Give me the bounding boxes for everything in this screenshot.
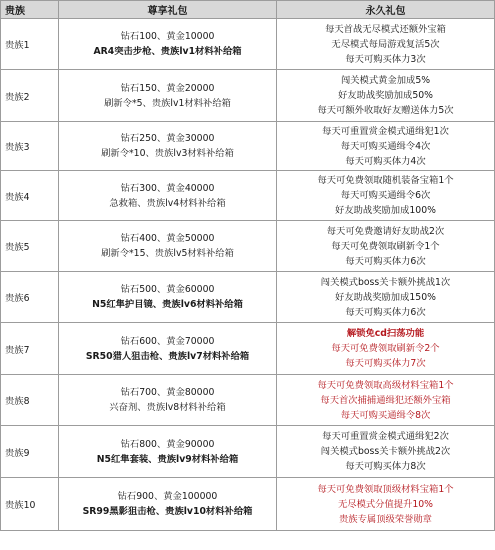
- permanent-gift-line: 每天可购买通缉令6次: [340, 190, 431, 201]
- exclusive-gift-line: 钻石500、黄金60000: [120, 284, 215, 295]
- exclusive-gift-line: N5红隼护目镜、贵族lv6材料补给箱: [92, 299, 243, 310]
- permanent-gift-line: 每天可购买体力3次: [345, 53, 426, 65]
- exclusive-gift-cell: [59, 19, 277, 70]
- tier-name-cell: 贵族10: [1, 478, 59, 531]
- exclusive-gift-line: 钻石700、黄金80000: [120, 387, 215, 398]
- table-row: [1, 426, 495, 478]
- exclusive-gift-cell: [59, 70, 277, 122]
- header-tier: 贵族: [1, 1, 59, 19]
- permanent-gift-line: 每天可重置赏金模式通缉犯2次: [322, 431, 449, 442]
- exclusive-gift-line: 钻石100、黄金10000: [120, 31, 215, 42]
- exclusive-gift-line: 刷新令*10、贵族lv3材料补给箱: [101, 148, 234, 159]
- permanent-gift-cell: [277, 375, 495, 426]
- permanent-gift-line: 每天可免费领取随机装备宝箱1个: [317, 175, 454, 186]
- header-permanent-gift: 永久礼包: [277, 1, 495, 19]
- table-row: [1, 171, 495, 221]
- permanent-gift-line: 每天可免费邀请好友助战2次: [326, 225, 445, 237]
- permanent-gift-line: 每天可购买通缉令8次: [340, 409, 431, 421]
- permanent-gift-line: 每天可免费领取高级材料宝箱1个: [317, 379, 454, 391]
- permanent-gift-cell: [277, 323, 495, 375]
- permanent-gift-cell: [277, 272, 495, 323]
- exclusive-gift-cell: [59, 323, 277, 375]
- tier-name-cell: 贵族5: [1, 221, 59, 272]
- permanent-gift-line: 每天可免费领取顶级材料宝箱1个: [317, 483, 454, 495]
- permanent-gift-line: 每天可购买体力8次: [345, 461, 426, 472]
- permanent-gift-line: 无尽模式分值提升10%: [337, 498, 434, 510]
- exclusive-gift-line: 刷新令*15、贵族lv5材料补给箱: [101, 248, 234, 259]
- table-row: [1, 19, 495, 70]
- exclusive-gift-line: AR4突击步枪、贵族lv1材料补给箱: [93, 46, 242, 57]
- permanent-gift-cell: [277, 478, 495, 531]
- table-row: [1, 221, 495, 272]
- permanent-gift-line: 解锁免cd扫荡功能: [346, 328, 425, 339]
- exclusive-gift-line: 钻石600、黄金70000: [120, 335, 215, 347]
- permanent-gift-line: 每天可购买体力7次: [345, 358, 426, 369]
- exclusive-gift-cell: [59, 272, 277, 323]
- tier-name-cell: 贵族7: [1, 323, 59, 375]
- permanent-gift-cell: [277, 122, 495, 171]
- permanent-gift-cell: [277, 221, 495, 272]
- exclusive-gift-cell: [59, 122, 277, 171]
- exclusive-gift-cell: [59, 478, 277, 531]
- exclusive-gift-line: 钻石300、黄金40000: [120, 182, 215, 194]
- exclusive-gift-line: 急救箱、贵族lv4材料补给箱: [109, 197, 226, 209]
- permanent-gift-line: 每天可重置赏金模式通缉犯1次: [322, 125, 449, 137]
- permanent-gift-cell: [277, 19, 495, 70]
- exclusive-gift-line: 钻石150、黄金20000: [120, 82, 215, 94]
- table-row: [1, 122, 495, 171]
- permanent-gift-line: 每天可额外收取好友赠送体力5次: [317, 105, 454, 116]
- permanent-gift-line: 每天首次捕捕通缉犯还额外宝箱: [320, 394, 451, 406]
- permanent-gift-cell: [277, 171, 495, 221]
- exclusive-gift-cell: [59, 426, 277, 478]
- exclusive-gift-line: N5红隼套装、贵族lv9材料补给箱: [96, 453, 239, 465]
- permanent-gift-line: 每天可购买体力6次: [345, 255, 426, 267]
- exclusive-gift-cell: [59, 171, 277, 221]
- permanent-gift-line: 每天可购买体力6次: [345, 306, 426, 318]
- permanent-gift-line: 好友助战奖励加成100%: [335, 205, 436, 216]
- table-row: [1, 272, 495, 323]
- permanent-gift-line: 好友助战奖励加成150%: [335, 291, 436, 303]
- exclusive-gift-line: 钻石800、黄金90000: [120, 438, 215, 450]
- permanent-gift-cell: [277, 426, 495, 478]
- permanent-gift-line: 闯关模式黄金加成5%: [340, 75, 431, 86]
- exclusive-gift-line: SR99黑影狙击枪、贵族lv10材料补给箱: [82, 506, 253, 517]
- permanent-gift-line: 好友助战奖励加成50%: [337, 90, 434, 101]
- permanent-gift-line: 每天可购买体力4次: [345, 155, 426, 167]
- tier-name-cell: 贵族8: [1, 375, 59, 426]
- tier-name-cell: 贵族6: [1, 272, 59, 323]
- exclusive-gift-line: SR50猎人狙击枪、贵族lv7材料补给箱: [85, 350, 250, 362]
- permanent-gift-line: 闯关模式boss关卡额外挑战1次: [320, 276, 451, 288]
- tier-name-cell: 贵族9: [1, 426, 59, 478]
- table-row: [1, 70, 495, 122]
- table-row: [1, 323, 495, 375]
- exclusive-gift-line: 钻石900、黄金100000: [117, 491, 218, 502]
- permanent-gift-line: 每天可购买通缉令4次: [340, 140, 431, 152]
- exclusive-gift-cell: [59, 375, 277, 426]
- permanent-gift-line: 每天可免费领取刷新令2个: [331, 343, 440, 354]
- tier-name-cell: 贵族1: [1, 19, 59, 70]
- tier-name-cell: 贵族4: [1, 171, 59, 221]
- table-body: [1, 19, 495, 531]
- exclusive-gift-line: 刷新令*5、贵族lv1材料补给箱: [104, 97, 231, 109]
- exclusive-gift-cell: [59, 221, 277, 272]
- table-row: [1, 478, 495, 531]
- tier-name-cell: 贵族3: [1, 122, 59, 171]
- permanent-gift-line: 贵族专属顶级荣誉勋章: [339, 513, 432, 525]
- exclusive-gift-line: 钻石400、黄金50000: [120, 233, 215, 244]
- permanent-gift-line: 每天首战无尽模式还额外宝箱: [325, 23, 446, 35]
- permanent-gift-line: 无尽模式每局游戏复活5次: [331, 38, 440, 50]
- permanent-gift-line: 每天可免费领取刷新令1个: [331, 240, 440, 252]
- header-exclusive-gift: 尊享礼包: [59, 1, 277, 19]
- permanent-gift-line: 闯关模式boss关卡额外挑战2次: [320, 446, 451, 457]
- exclusive-gift-line: 兴奋剂、贵族lv8材料补给箱: [109, 402, 226, 413]
- permanent-gift-cell: [277, 70, 495, 122]
- table-row: [1, 375, 495, 426]
- exclusive-gift-line: 钻石250、黄金30000: [120, 133, 215, 144]
- table-header-row: [1, 1, 495, 19]
- tier-name-cell: 贵族2: [1, 70, 59, 122]
